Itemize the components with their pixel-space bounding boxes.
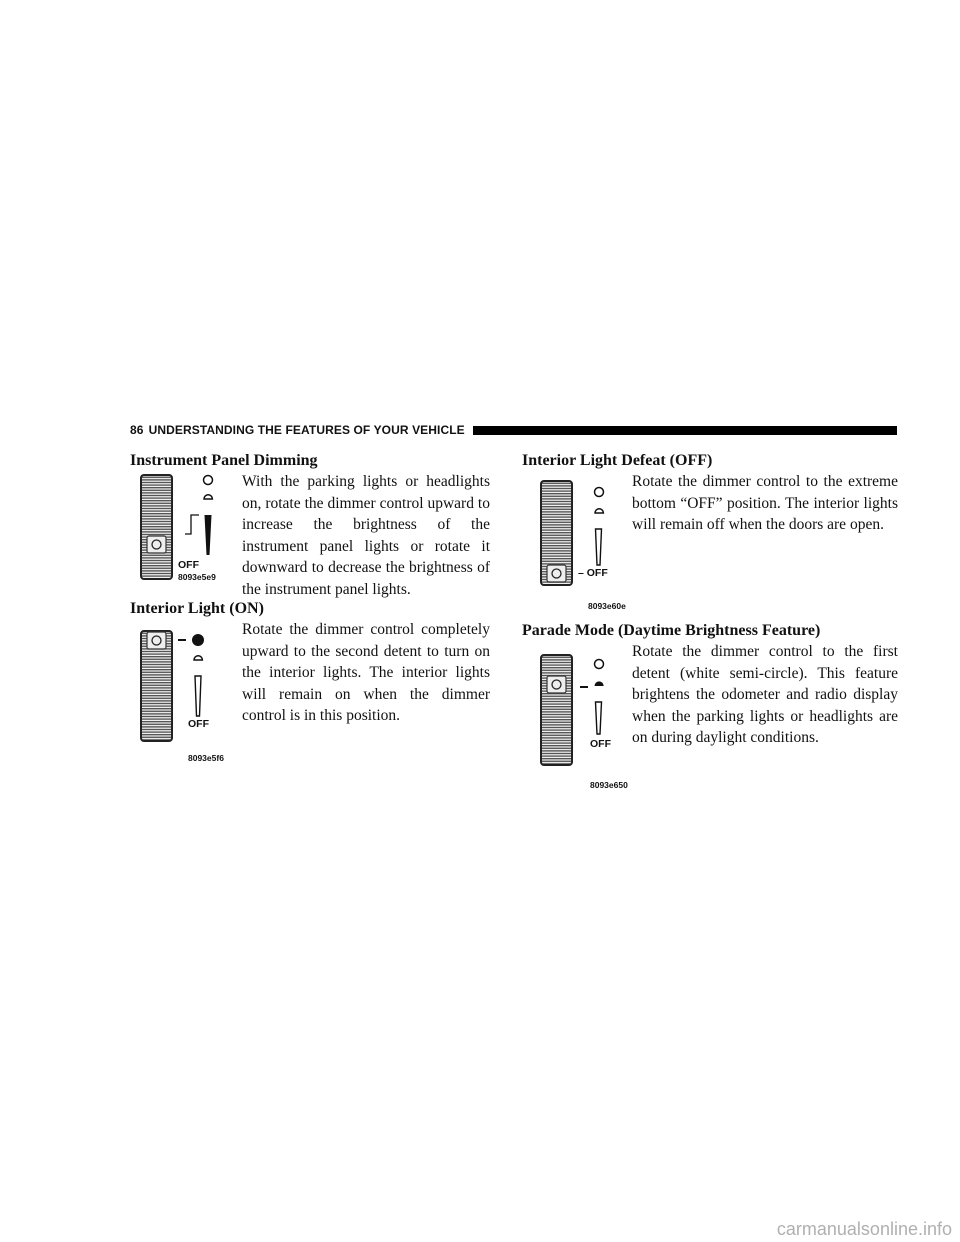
section-instrument-panel-dimming xyxy=(130,452,490,598)
dimmer-figure xyxy=(540,654,650,794)
figure-code: 8093e650 xyxy=(590,780,628,790)
page-number: 86 xyxy=(130,423,144,437)
section-title: Interior Light Defeat (OFF) xyxy=(522,452,713,469)
dimmer-figure xyxy=(540,480,650,620)
figure-code: 8093e5f6 xyxy=(188,753,224,763)
dimmer-figure xyxy=(140,630,260,765)
section-title: Instrument Panel Dimming xyxy=(130,452,318,469)
off-label: OFF xyxy=(188,718,209,730)
off-label: OFF xyxy=(178,559,199,571)
header-rule xyxy=(473,426,897,435)
section-title: Parade Mode (Daytime Brightness Feature) xyxy=(522,622,821,639)
off-label: OFF xyxy=(590,738,611,750)
dimmer-control-illustration xyxy=(140,630,260,765)
section-interior-light-defeat xyxy=(522,452,898,622)
section-title: Interior Light (ON) xyxy=(130,600,264,617)
section-body: Rotate the dimmer control to the first detent (white semi-circle). This feature brightens the odometer and radio display when the parking lights or headlights are on during daylight conditions. xyxy=(632,643,898,746)
page-header xyxy=(130,422,897,438)
page-header-title: UNDERSTANDING THE FEATURES OF YOUR VEHICLE xyxy=(148,423,465,437)
section-interior-light-on xyxy=(130,600,490,770)
section-body: Rotate the dimmer control completely upward to the second detent to turn on the interior lights. The interior lights will remain on when the dimmer control is in this position. xyxy=(242,621,490,724)
dimmer-control-illustration xyxy=(540,654,650,794)
dimmer-control-illustration xyxy=(540,480,650,620)
dimmer-figure xyxy=(140,474,240,584)
section-parade-mode xyxy=(522,622,898,797)
off-label: – OFF xyxy=(578,567,608,579)
figure-code: 8093e5e9 xyxy=(178,572,216,582)
watermark: carmanualsonline.info xyxy=(776,1219,952,1239)
section-body: Rotate the dimmer control to the extreme bottom “OFF” position. The interior lights will remain off when the doors are open. xyxy=(632,473,898,533)
section-body: With the parking lights or headlights on, rotate the dimmer control upward to increase the brightness of the instrument panel lights or rotate it downward to decrease the brightness of the instrument panel lights. xyxy=(242,473,490,598)
figure-code: 8093e60e xyxy=(588,601,626,611)
